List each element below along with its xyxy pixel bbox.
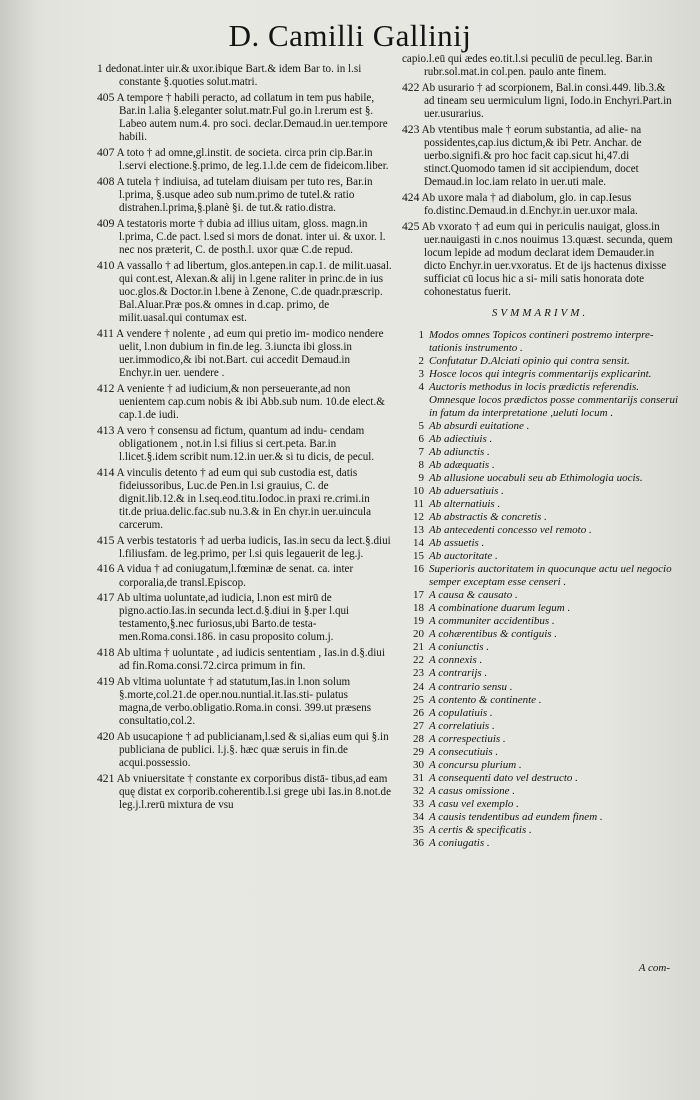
entry-text: A veniente † ad iudicium,& non perseuerante,ad non uenientem cap.cum nobis & ibi Abb.sub num. 10.de elect.& cap.1.de iudi. xyxy=(116,382,385,421)
entry-number: 412 xyxy=(97,381,115,395)
index-entry xyxy=(97,675,393,728)
summary-number: 1 xyxy=(418,329,424,342)
summary-number: 7 xyxy=(418,446,424,459)
summary-number: 28 xyxy=(413,732,424,745)
index-entry xyxy=(97,730,393,770)
summary-number: 3 xyxy=(418,368,424,381)
right-entries xyxy=(402,52,678,299)
entry-number: 416 xyxy=(97,562,115,576)
summary-number: 22 xyxy=(413,654,424,667)
summary-item xyxy=(402,537,678,550)
summary-item xyxy=(402,420,678,433)
index-entry xyxy=(402,220,678,299)
summary-item xyxy=(402,654,678,667)
summary-item xyxy=(402,772,678,785)
summary-number: 13 xyxy=(413,524,424,537)
summary-item xyxy=(402,550,678,563)
summary-number: 26 xyxy=(413,706,424,719)
index-entry xyxy=(97,327,393,380)
summary-number: 18 xyxy=(413,602,424,615)
summary-number: 35 xyxy=(413,823,424,836)
entry-text: A tutela † indiuisa, ad tutelam diuisam per tuto res, Bar.in l.prima, §.usque adeo sub num.primo de tutel.& ratio distrahen.l.prima,§.planè §i. de tut.& ratio.distra. xyxy=(116,175,373,214)
entry-text: Ab ultima uoluntate,ad iudicia, l.non est mirū de pigno.actio.Ias.in secunda lect.d.§.diui in §.per l.qui testamento,§.nec furiosus,ubi Barto.de testa- men.Roma.consi.186. in casu proposito colum.j. xyxy=(116,592,350,644)
entry-text: capio.l.eū qui ædes eo.tit.l.si peculiū de pecul.leg. Bar.in rubr.sol.mat.in col.pen. paulo ante finem. xyxy=(402,53,653,79)
entry-number: 405 xyxy=(97,90,115,104)
entry-number: 415 xyxy=(97,533,115,547)
entry-number: 418 xyxy=(97,646,115,660)
entry-number: 414 xyxy=(97,465,115,479)
entry-number: 410 xyxy=(97,258,115,272)
summary-item xyxy=(402,511,678,524)
entry-number: 419 xyxy=(97,675,115,689)
summary-text: A consequenti dato vel destructo . xyxy=(429,771,578,784)
summary-item xyxy=(402,667,678,680)
summary-text: Auctoris methodus in locis prædictis referendis. Omnesque locos prædictos posse commentarijs conserui in fatum da interpretatione ,ueluti locum . xyxy=(429,381,679,420)
left-column xyxy=(97,62,393,814)
summary-number: 20 xyxy=(413,628,424,641)
summary-item xyxy=(402,798,678,811)
summary-number: 12 xyxy=(413,511,424,524)
summary-number: 24 xyxy=(413,680,424,693)
summary-number: 6 xyxy=(418,433,424,446)
entry-text: A verbis testatoris † ad uerba iudicis, Ias.in secu da lect.§.diui l.filiusfam. de leg.primo, per l.si quis legauerit de leg.j. xyxy=(116,534,391,560)
summary-number: 5 xyxy=(418,420,424,433)
entry-number: 424 xyxy=(402,190,420,204)
summary-item xyxy=(402,602,678,615)
entry-number: 411 xyxy=(97,326,114,340)
entry-text: A tempore † habili peracto, ad collatum in tem pus habile, Bar.in l.alia §.eleganter solut.matr.Ful go.in l.rerum est §. Labeo autem num.4. pro soci. declar.Demaud.in uer.tempore habili. xyxy=(116,91,388,144)
entry-number: 425 xyxy=(402,219,420,233)
summary-item xyxy=(402,733,678,746)
summary-text: Superioris auctoritatem in quocunque actu uel negocio semper exceptam esse censeri . xyxy=(429,563,672,589)
summary-number: 2 xyxy=(418,355,424,368)
summary-number: 19 xyxy=(413,615,424,628)
entry-text: Ab uxore mala † ad diabolum, glo. in cap.Iesus fo.distinc.Demaud.in d.Enchyr.in uer.uxor mala. xyxy=(421,191,638,217)
summary-item xyxy=(402,485,678,498)
summary-text: A certis & specificatis . xyxy=(429,823,532,836)
summary-item xyxy=(402,628,678,641)
summary-item xyxy=(402,368,678,381)
index-entry xyxy=(97,772,393,812)
entry-text: dedonat.inter uir.& uxor.ibique Bart.& idem Bar to. in l.si constante §.quoties solut.matri. xyxy=(105,63,362,89)
summary-text: Ab adiunctis . xyxy=(429,446,490,459)
summary-item xyxy=(402,785,678,798)
index-entry xyxy=(97,146,393,173)
summary-number: 36 xyxy=(413,836,424,849)
summary-text: Ab alternatiuis . xyxy=(429,498,501,511)
summary-text: Ab adiectiuis . xyxy=(429,433,493,446)
summary-text: Hosce locos qui integris commentarijs explicarint. xyxy=(429,368,652,381)
summary-text: A contento & continente . xyxy=(429,693,542,706)
entry-text: A vassallo † ad libertum, glos.antepen.in cap.1. de milit.uasal. qui cont.est, Alexan.& alij in l.gene raliter in princ.de in ius uoc.glos.& Doctor.in l.bene à Zenone, C.de quadr.præscrip. Bal.Aluar.Præ pos.& omnes in d.cap. primo, de milit.uasal.qui contumax est. xyxy=(116,259,392,324)
entry-number: 1 xyxy=(97,62,103,75)
summary-item xyxy=(402,472,678,485)
summary-number: 15 xyxy=(413,550,424,563)
summary-text: Ab abstractis & concretis . xyxy=(429,511,547,524)
entry-text: Ab vxorato † ad eum qui in periculis nauigat, gloss.in uer.nauigasti in c.nos nouimus 13.quæst. secunda, quem locum lepide ad modum declarat idem Demauder.in dicto Enchyr.in uer.vxoratus. Et de ijs hactenus dixisse sufficiat cū locus hic a si- mili satis honorata dote cohonestatus fuerit. xyxy=(421,220,673,298)
page-header xyxy=(0,18,700,54)
summary-item xyxy=(402,720,678,733)
summary-number: 10 xyxy=(413,485,424,498)
entry-number: 407 xyxy=(97,145,115,159)
summary-text: A cohærentibus & contiguis . xyxy=(429,628,558,641)
summary-text: Ab allusione uocabuli seu ab Ethimologia uocis. xyxy=(429,472,643,485)
index-entry xyxy=(97,534,393,561)
summary-text: A combinatione duarum legum . xyxy=(429,602,571,615)
entry-text: A toto † ad omne,gl.instit. de societa. circa prin cip.Bar.in l.servi electione.§.primo, de leg.1.l.de cem de fideicom.liber. xyxy=(116,146,389,172)
summary-item xyxy=(402,459,678,472)
summary-number: 29 xyxy=(413,745,424,758)
summary-text: A correspectiuis . xyxy=(429,732,506,745)
entry-text: Ab usurario † ad scorpionem, Bal.in consi.449. lib.3.& ad tineam seu uermiculum ligni, Iodo.in Enchyri.Part.in uer.usurarius. xyxy=(421,81,672,120)
entry-number: 421 xyxy=(97,772,115,786)
summary-text: Ab adæquatis . xyxy=(429,459,495,472)
summary-text: A copulatiuis . xyxy=(429,706,493,719)
summary-number: 17 xyxy=(413,589,424,602)
summary-text: Ab absurdi euitatione . xyxy=(429,420,530,433)
summary-item xyxy=(402,381,678,420)
index-entry xyxy=(402,123,678,189)
summary-item xyxy=(402,681,678,694)
index-entry xyxy=(402,191,678,218)
entry-text: Ab vtentibus male † eorum substantia, ad alie- na possidentes,cap.ius dictum,& ibi Petr. Anchar. de uerbo.signifi.& pro hoc facit cap.sicut hi,47.di stinct.Quomodo tamen id sit accipiendum, docet Demaud.in loc.iam relato in uer.uti male. xyxy=(421,123,642,189)
summary-item xyxy=(402,563,678,589)
summary-text: A communiter accidentibus . xyxy=(429,615,555,628)
summary-item xyxy=(402,837,678,850)
entry-number: 413 xyxy=(97,423,115,437)
summary-number: 32 xyxy=(413,784,424,797)
summary-text: Ab auctoritate . xyxy=(429,550,498,563)
summary-text: A contrario sensu . xyxy=(429,680,513,693)
summary-text: Confutatur D.Alciati opinio qui contra sensit. xyxy=(429,355,630,368)
summary-item xyxy=(402,446,678,459)
summary-item xyxy=(402,824,678,837)
index-entry xyxy=(402,81,678,121)
entry-number: 422 xyxy=(402,80,420,94)
summary-item xyxy=(402,589,678,602)
summary-text: A coniunctis . xyxy=(429,641,489,654)
summary-title: SVMMARIVM. xyxy=(491,307,589,320)
summary-number: 33 xyxy=(413,797,424,810)
index-entry xyxy=(97,259,393,325)
summary-text: Modos omnes Topicos contineri postremo interpre- tationis instrumento . xyxy=(429,329,654,355)
summary-number: 27 xyxy=(413,719,424,732)
summary-text: A causis tendentibus ad eundem finem . xyxy=(429,810,603,823)
summary-item xyxy=(402,433,678,446)
summary-text: Ab assuetis . xyxy=(429,537,485,550)
right-column xyxy=(402,52,678,850)
summary-item xyxy=(402,524,678,537)
entry-number: 408 xyxy=(97,174,115,188)
entry-number: 423 xyxy=(402,122,420,136)
entry-text: A testatoris morte † dubia ad illius uitam, gloss. magn.in l.prima, C.de pact. l.sed si mors de donat. inter ui. & uxor. l. nec nos præterit, C. de posth.l. uxor quæ C.de repud. xyxy=(116,217,386,256)
entry-text: Ab usucapione † ad publicianam,l.sed & si,alias eum qui §.in publiciana de publici. l.j.§. hæc quæ seruis in fin.de acqui.possessio. xyxy=(116,731,389,770)
summary-item xyxy=(402,329,678,355)
entry-number: 420 xyxy=(97,730,115,744)
summary-text: Ab antecedenti concesso vel remoto . xyxy=(429,524,592,537)
index-entry xyxy=(97,62,393,89)
summary-number: 9 xyxy=(418,472,424,485)
catchword: A com- xyxy=(638,962,670,974)
summary-text: A connexis . xyxy=(429,654,483,667)
summary-number: 14 xyxy=(413,537,424,550)
entry-text: A vinculis detento † ad eum qui sub custodia est, datis fideiussoribus, Luc.de Pen.in l.si grauius, C. de dignit.lib.12.& in l.seq.eod.titu.Iodoc.in praxi re.crimi.in tit.de priua.delic.fac.sub nu.3.& in En chyr.in uer.uincula carcerum. xyxy=(116,466,372,531)
index-entry xyxy=(97,217,393,257)
entry-text: A vidua † ad coniugatum,l.fœminæ de senat. ca. inter corporalia,de transl.Episcop. xyxy=(116,563,354,589)
entry-number: 409 xyxy=(97,216,115,230)
summary-list xyxy=(402,329,678,850)
summary-number: 30 xyxy=(413,758,424,771)
summary-number: 23 xyxy=(413,667,424,680)
entry-number: 417 xyxy=(97,591,115,605)
index-entry xyxy=(97,562,393,589)
summary-text: A casus omissione . xyxy=(429,784,515,797)
summary-text: A causa & causato . xyxy=(429,589,518,602)
summary-text: Ab aduersatiuis . xyxy=(429,485,504,498)
summary-number: 8 xyxy=(418,459,424,472)
summary-number: 16 xyxy=(413,563,424,576)
summary-item xyxy=(402,355,678,368)
entry-text: Ab ultima † uoluntate , ad iudicis sententiam , Ias.in d.§.diui ad fin.Roma.consi.72.circa primum in fin. xyxy=(116,647,385,673)
summary-text: A contrarijs . xyxy=(429,667,488,680)
summary-item xyxy=(402,694,678,707)
running-title: D. Camilli Gallinij xyxy=(228,18,472,53)
summary-text: A consecutiuis . xyxy=(429,745,499,758)
index-entry xyxy=(97,175,393,215)
index-entry xyxy=(97,591,393,644)
index-entry xyxy=(97,646,393,673)
summary-number: 11 xyxy=(413,498,424,511)
summary-number: 34 xyxy=(413,810,424,823)
summary-item xyxy=(402,746,678,759)
entry-text: A vendere † nolente , ad eum qui pretio im- modico nendere uelit, l.non dubium in fin.de leg. 3.iuncta ibi gloss.in uer.immodico,& ibi not.Bart. cui accedit Demaud.in Enchyr.in uer. uendere . xyxy=(116,327,384,379)
index-entry xyxy=(97,466,393,532)
entry-text: Ab vniuersitate † constante ex corporibus distā- tibus,ad eam quę distat ex corporib.coherentib.l.si grege ubi Ias.in 8.not.de leg.j.l.rerū mixtura de vsu xyxy=(116,773,392,812)
summary-text: A casu vel exemplo . xyxy=(429,797,519,810)
entry-text: A vero † consensu ad fictum, quantum ad indu- cendam obligationem , not.in l.si filius si cert.peta. Bar.in l.licet.§.idem scribit num.12.in uer.& si tu dicis, de pecul. xyxy=(116,424,375,463)
index-entry xyxy=(97,424,393,464)
summary-number: 4 xyxy=(418,381,424,394)
index-entry xyxy=(97,382,393,422)
summary-number: 31 xyxy=(413,771,424,784)
entry-text: Ab vltima uoluntate † ad statutum,Ias.in l.non solum §.morte,col.21.de oper.nou.nuntial.it.Ias.sti- pulatus magna,de verbo.obligatio.Roma.in consi. 399.ut præsens consultatio,col.2. xyxy=(116,676,372,728)
index-entry xyxy=(97,91,393,144)
summary-item xyxy=(402,707,678,720)
summary-text: A coniugatis . xyxy=(429,836,490,849)
summary-item xyxy=(402,811,678,824)
summary-item xyxy=(402,615,678,628)
summary-item xyxy=(402,498,678,511)
index-entry xyxy=(402,52,678,79)
summary-number: 25 xyxy=(413,693,424,706)
summary-number: 21 xyxy=(413,641,424,654)
summary-text: A concursu plurium . xyxy=(429,758,522,771)
summary-item xyxy=(402,641,678,654)
summary-item xyxy=(402,759,678,772)
summary-text: A correlatiuis . xyxy=(429,719,495,732)
